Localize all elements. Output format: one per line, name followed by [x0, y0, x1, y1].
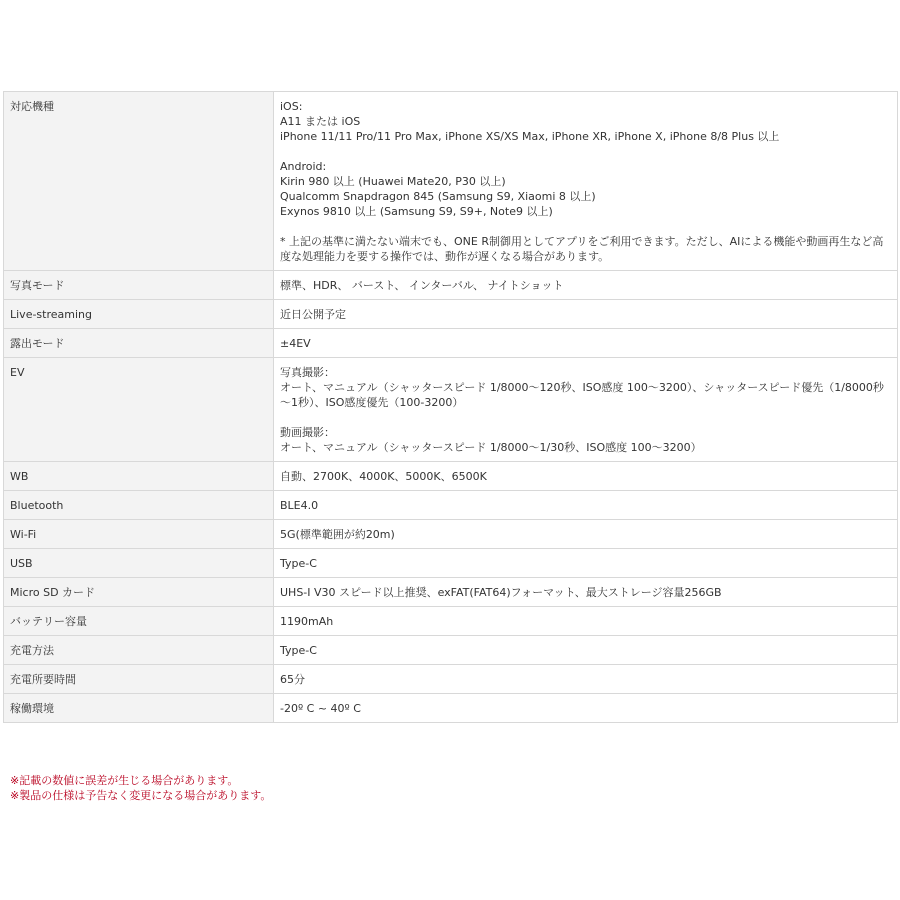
- spec-value-line: iOS:: [280, 100, 303, 113]
- spec-value-line: -20º C ~ 40º C: [280, 702, 361, 715]
- spec-value-line: 動画撮影：: [280, 426, 335, 439]
- spec-row: [4, 300, 898, 329]
- spec-label: Wi-Fi: [4, 520, 274, 549]
- spec-value-line: 1190mAh: [280, 615, 334, 628]
- spec-value: [274, 491, 898, 520]
- disclaimer-note: ※記載の数値に誤差が生じる場合があります。: [10, 774, 239, 787]
- spec-row: [4, 491, 898, 520]
- spec-value-spacer: [280, 144, 891, 159]
- spec-value-line: 写真撮影：: [280, 366, 335, 379]
- spec-value-line: 5G(標準範囲が約20m): [280, 528, 395, 541]
- spec-value: [274, 300, 898, 329]
- spec-value: [274, 636, 898, 665]
- spec-value: [274, 665, 898, 694]
- spec-row: [4, 636, 898, 665]
- spec-value: [274, 549, 898, 578]
- spec-value-line: UHS-I V30 スピード以上推奨、exFAT(FAT64)フォーマット、最大ストレージ容量256GB: [280, 586, 722, 599]
- disclaimer-notes: [10, 773, 271, 803]
- spec-value-spacer: [280, 410, 891, 425]
- spec-value: [274, 694, 898, 723]
- spec-value-line: BLE4.0: [280, 499, 319, 512]
- spec-value-line: 自動、2700K、4000K、5000K、6500K: [280, 470, 487, 483]
- spec-value: [274, 358, 898, 462]
- spec-value-line: Exynos 9810 以上 (Samsung S9, S9+, Note9 以上): [280, 205, 553, 218]
- spec-label: 充電方法: [4, 636, 274, 665]
- spec-row: [4, 549, 898, 578]
- spec-value-line: * 上記の基準に満たない端末でも、ONE R制御用としてアプリをご利用できます。ただし、AIによる機能や動画再生など高度な処理能力を要する操作では、動作が遅くなる場合があります。: [280, 235, 884, 263]
- spec-value-line: A11 または iOS: [280, 115, 361, 128]
- spec-label: Bluetooth: [4, 491, 274, 520]
- spec-value-line: オート、マニュアル（シャッタースピード 1/8000～1/30秒、ISO感度 100～3200）: [280, 441, 702, 454]
- spec-value-line: iPhone 11/11 Pro/11 Pro Max, iPhone XS/XS Max, iPhone XR, iPhone X, iPhone 8/8 Plus 以上: [280, 130, 780, 143]
- spec-value: [274, 462, 898, 491]
- spec-value: [274, 329, 898, 358]
- spec-label: 稼働環境: [4, 694, 274, 723]
- spec-label: Live-streaming: [4, 300, 274, 329]
- spec-row: [4, 358, 898, 462]
- spec-label: Micro SD カード: [4, 578, 274, 607]
- spec-row: [4, 92, 898, 271]
- spec-row: [4, 694, 898, 723]
- spec-row: [4, 607, 898, 636]
- spec-row: [4, 329, 898, 358]
- spec-value-line: 65分: [280, 673, 305, 686]
- spec-label: WB: [4, 462, 274, 491]
- spec-label: 充電所要時間: [4, 665, 274, 694]
- spec-value-line: 標準、HDR、 バースト、 インターバル、 ナイトショット: [280, 279, 564, 292]
- spec-value-line: Qualcomm Snapdragon 845 (Samsung S9, Xiaomi 8 以上): [280, 190, 596, 203]
- spec-value: [274, 520, 898, 549]
- spec-value: [274, 578, 898, 607]
- spec-table: [3, 91, 898, 723]
- spec-row: [4, 665, 898, 694]
- spec-value-line: オート、マニュアル（シャッタースピード 1/8000～120秒、ISO感度 100～3200）、シャッタースピード優先（1/8000秒～1秒）、ISO感度優先（100-3200）: [280, 381, 884, 409]
- spec-value-line: Type-C: [280, 644, 317, 657]
- spec-value-line: Type-C: [280, 557, 317, 570]
- disclaimer-note: ※製品の仕様は予告なく変更になる場合があります。: [10, 789, 272, 802]
- spec-label: USB: [4, 549, 274, 578]
- spec-value-line: 近日公開予定: [280, 308, 346, 321]
- spec-label: 対応機種: [4, 92, 274, 271]
- spec-value-line: Android:: [280, 160, 327, 173]
- spec-row: [4, 520, 898, 549]
- spec-value-line: ±4EV: [280, 337, 311, 350]
- spec-value-line: Kirin 980 以上 (Huawei Mate20, P30 以上): [280, 175, 506, 188]
- spec-row: [4, 578, 898, 607]
- spec-value: [274, 271, 898, 300]
- spec-value: [274, 607, 898, 636]
- spec-label: EV: [4, 358, 274, 462]
- spec-label: 写真モード: [4, 271, 274, 300]
- spec-label: バッテリー容量: [4, 607, 274, 636]
- spec-label: 露出モード: [4, 329, 274, 358]
- spec-row: [4, 271, 898, 300]
- spec-value: [274, 92, 898, 271]
- spec-table-body: [4, 92, 898, 723]
- spec-row: [4, 462, 898, 491]
- spec-value-spacer: [280, 219, 891, 234]
